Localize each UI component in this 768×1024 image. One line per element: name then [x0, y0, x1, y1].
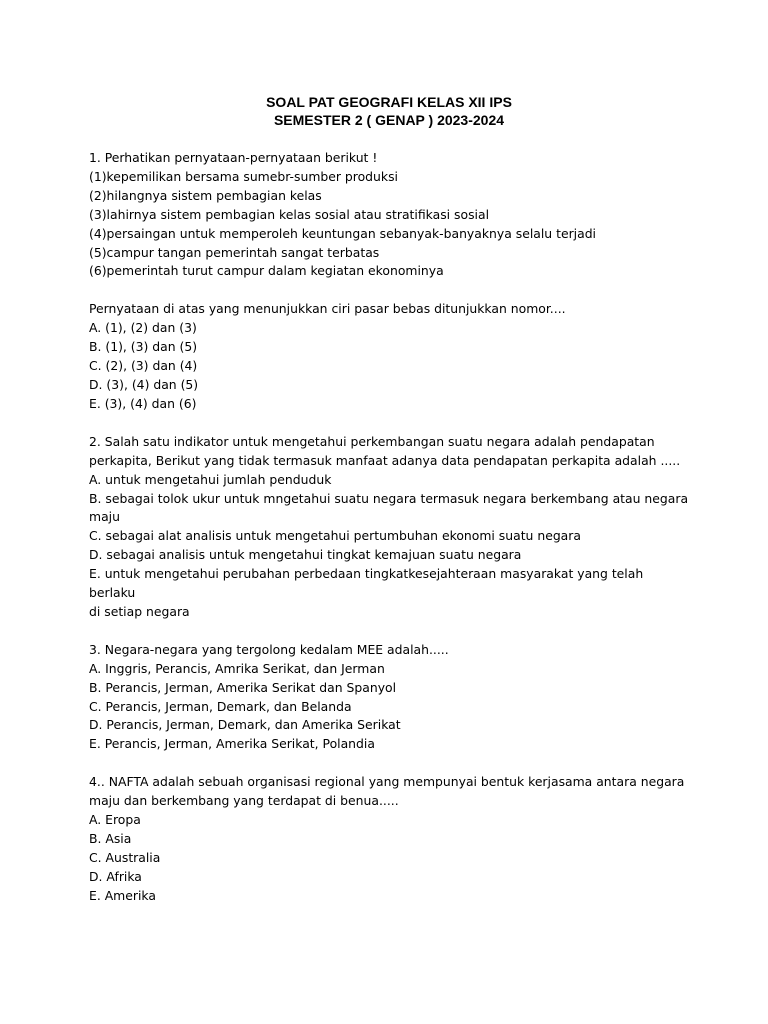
answer-option: C. sebagai alat analisis untuk mengetahui pertumbuhan ekonomi suatu negara	[89, 528, 581, 544]
document-page	[89, 93, 689, 925]
question-1-prompt-block	[89, 300, 689, 413]
answer-option: A. (1), (2) dan (3)	[89, 320, 197, 336]
answer-option: C. Australia	[89, 849, 161, 865]
answer-option: E. Amerika	[89, 887, 156, 903]
answer-option: C. (2), (3) dan (4)	[89, 358, 198, 374]
answer-option: B. sebagai tolok ukur untuk mngetahui suatu negara termasuk negara berkembang atau negara	[89, 490, 689, 506]
statement-item: (6)pemerintah turut campur dalam kegiatan ekonominya	[89, 263, 444, 279]
answer-option: D. (3), (4) dan (5)	[89, 376, 199, 392]
statement-item: (1)kepemilikan bersama sumebr-sumber produksi	[89, 168, 398, 184]
question-stem: 1. Perhatikan pernyataan-pernyataan berikut !	[89, 150, 378, 165]
question-2	[89, 433, 689, 622]
answer-option: E. Perancis, Jerman, Amerika Serikat, Polandia	[89, 736, 375, 752]
statement-item: (5)campur tangan pemerintah sangat terbatas	[89, 244, 380, 260]
answer-option: E. untuk mengetahui perubahan perbedaan tingkatkesejahteraan masyarakat yang telah berlaku	[89, 566, 648, 601]
document-title	[79, 93, 699, 129]
answer-option: A. untuk mengetahui jumlah penduduk	[89, 471, 332, 487]
answer-option: A. Eropa	[89, 812, 141, 828]
statement-item: (2)hilangnya sistem pembagian kelas	[89, 187, 322, 203]
answer-option: maju	[89, 509, 120, 525]
question-stem: 2. Salah satu indikator untuk mengetahui perkembangan suatu negara adalah pendapatan	[89, 433, 655, 449]
title-line-1: SOAL PAT GEOGRAFI KELAS XII IPS	[266, 94, 512, 110]
question-4	[89, 773, 689, 905]
answer-option: E. (3), (4) dan (6)	[89, 395, 197, 411]
answer-option: D. Perancis, Jerman, Demark, dan Amerika Serikat	[89, 717, 401, 733]
question-3	[89, 641, 689, 754]
question-stem: 3. Negara-negara yang tergolong kedalam MEE adalah.....	[89, 641, 449, 657]
question-stem: 4.. NAFTA adalah sebuah organisasi regional yang mempunyai bentuk kerjasama antara negara	[89, 774, 685, 790]
title-line-2: SEMESTER 2 ( GENAP ) 2023-2024	[273, 112, 505, 128]
answer-option: D. sebagai analisis untuk mengetahui tingkat kemajuan suatu negara	[89, 547, 522, 563]
answer-option: di setiap negara	[89, 603, 190, 619]
question-prompt: Pernyataan di atas yang menunjukkan ciri pasar bebas ditunjukkan nomor....	[89, 301, 566, 317]
question-1	[89, 149, 689, 414]
statement-item: (4)persaingan untuk memperoleh keuntungan sebanyak-banyaknya selalu terjadi	[89, 225, 597, 241]
answer-option: B. (1), (3) dan (5)	[89, 339, 198, 355]
answer-option: D. Afrika	[89, 868, 142, 884]
statement-item: (3)lahirnya sistem pembagian kelas sosial atau stratifikasi sosial	[89, 206, 490, 222]
answer-option: C. Perancis, Jerman, Demark, dan Belanda	[89, 698, 352, 714]
answer-option: B. Perancis, Jerman, Amerika Serikat dan Spanyol	[89, 679, 397, 695]
question-list	[89, 149, 689, 906]
question-stem: maju dan berkembang yang terdapat di benua.....	[89, 793, 399, 809]
question-stem: perkapita, Berikut yang tidak termasuk manfaat adanya data pendapatan perkapita adalah .....	[89, 452, 681, 468]
answer-option: B. Asia	[89, 831, 132, 846]
answer-option: A. Inggris, Perancis, Amrika Serikat, dan Jerman	[89, 660, 385, 676]
